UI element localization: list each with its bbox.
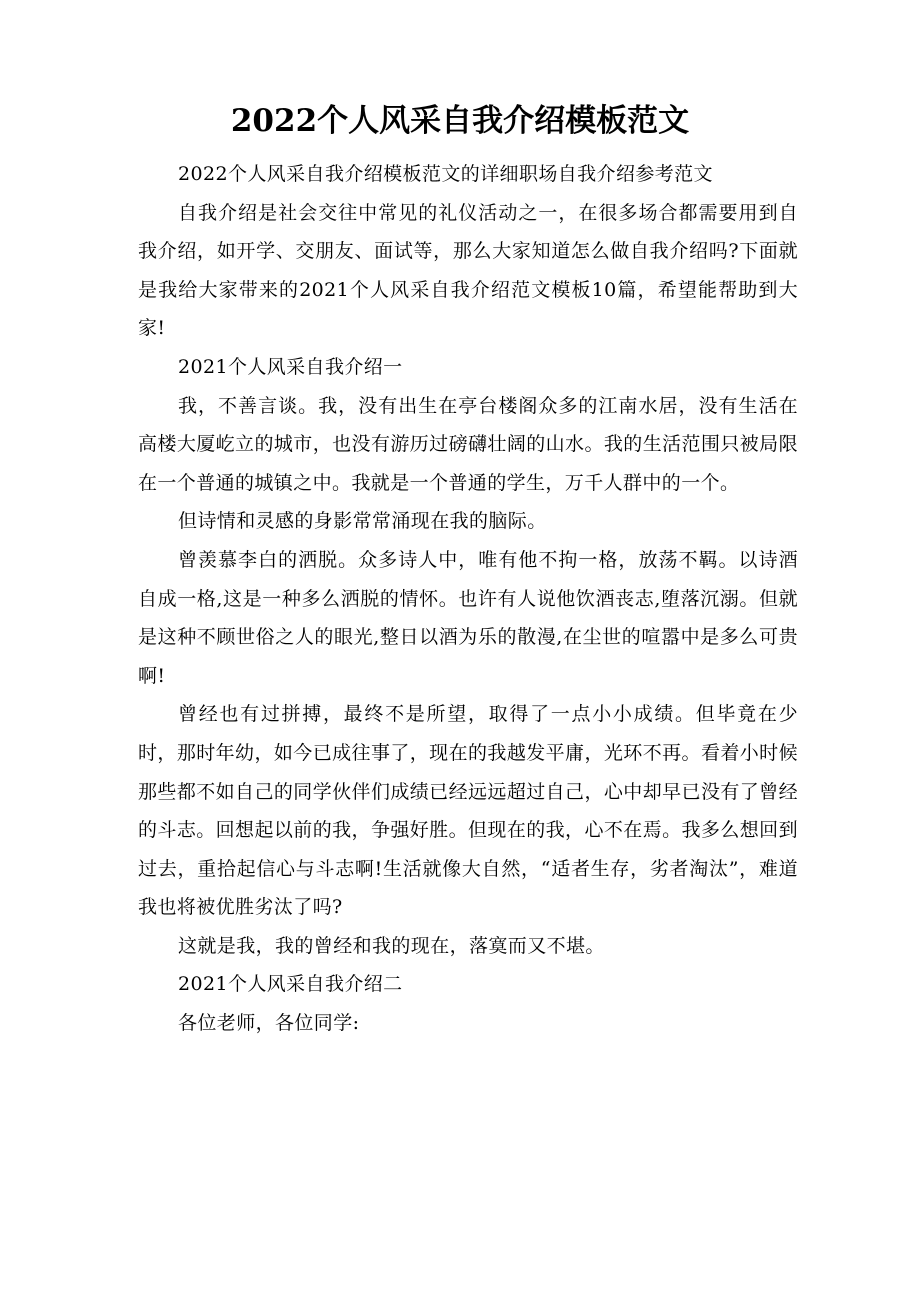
document-title: 2022个人风采自我介绍模板范文 [230, 103, 690, 139]
body-paragraph: 曾经也有过拼搏，最终不是所望，取得了一点小小成绩。但毕竟在少时，那时年幼，如今已成往事了，现在的我越发平庸，光环不再。看着小时候那些都不如自己的同学伙伴们成绩已经远远超过自己，心中却早已没有了曾经的斗志。回想起以前的我，争强好胜。但现在的我，心不在焉。我多么想回到过去，重拾起信心与斗志啊!生活就像大自然，“适者生存，劣者淘汰”，难道我也将被优胜劣汰了吗? [138, 703, 798, 919]
document-body [138, 155, 798, 1043]
section-heading-one: 2021个人风采自我介绍一 [178, 355, 403, 378]
body-paragraph: 但诗情和灵感的身影常常涌现在我的脑际。 [178, 510, 547, 533]
body-paragraph: 曾羡慕李白的洒脱。众多诗人中，唯有他不拘一格，放荡不羁。以诗酒自成一格,这是一种多么洒脱的情怀。也许有人说他饮酒丧志,堕落沉溺。但就是这种不顾世俗之人的眼光,整日以酒为乐的散漫,在尘世的喧嚣中是多么可贵啊! [138, 548, 798, 687]
intro-paragraph: 自我介绍是社会交往中常见的礼仪活动之一，在很多场合都需要用到自我介绍，如开学、交朋友、面试等，那么大家知道怎么做自我介绍吗?下面就是我给大家带来的2021个人风采自我介绍范文模板10篇，希望能帮助到大家! [138, 201, 798, 340]
body-paragraph: 这就是我，我的曾经和我的现在，落寞而又不堪。 [178, 934, 605, 957]
body-paragraph: 我，不善言谈。我，没有出生在亭台楼阁众多的江南水居，没有生活在高楼大厦屹立的城市，也没有游历过磅礴壮阔的山水。我的生活范围只被局限在一个普通的城镇之中。我就是一个普通的学生，万千人群中的一个。 [138, 394, 798, 494]
subtitle-paragraph: 2022个人风采自我介绍模板范文的详细职场自我介绍参考范文 [178, 163, 713, 185]
greeting-paragraph: 各位老师，各位同学: [178, 1012, 360, 1035]
section-heading-two: 2021个人风采自我介绍二 [178, 973, 403, 996]
